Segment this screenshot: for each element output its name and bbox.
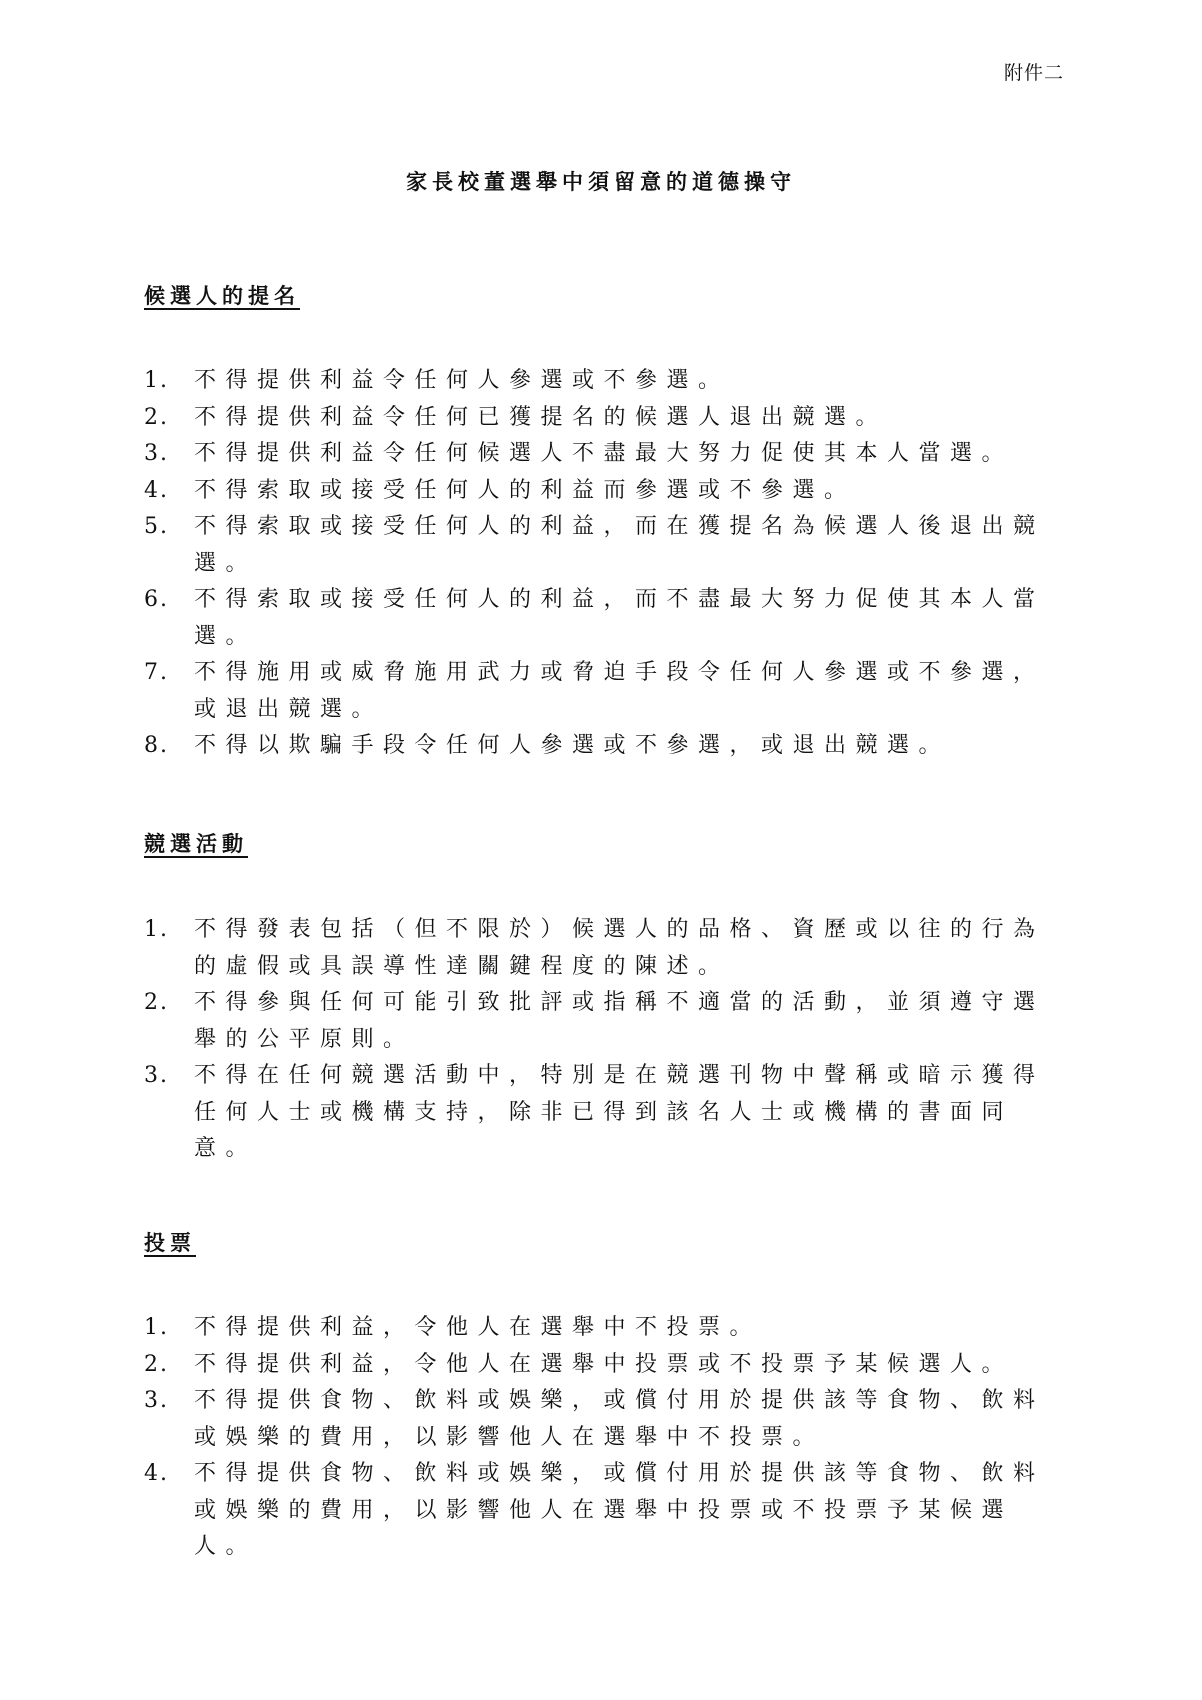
list-item bbox=[144, 509, 1064, 582]
item-number: 5. bbox=[144, 514, 169, 539]
item-text: 不得提供利益，令他人在選舉中不投票。 bbox=[194, 1315, 762, 1340]
list-item bbox=[144, 1058, 1064, 1168]
list-item bbox=[144, 1347, 1064, 1384]
voting-list bbox=[144, 1310, 1064, 1566]
item-text: 不得索取或接受任何人的利益，而不盡最大努力促使其本人當選。 bbox=[194, 587, 1045, 649]
list-item bbox=[144, 582, 1064, 655]
list-item bbox=[144, 912, 1064, 985]
item-number: 1. bbox=[144, 917, 169, 942]
item-text: 不得提供利益令任何人參選或不參選。 bbox=[194, 368, 730, 393]
list-item bbox=[144, 473, 1064, 510]
list-item bbox=[144, 985, 1064, 1058]
item-number: 2. bbox=[144, 404, 169, 430]
item-number: 1. bbox=[144, 368, 169, 393]
item-text: 不得參與任何可能引致批評或指稱不適當的活動，並須遵守選舉的公平原則。 bbox=[194, 990, 1045, 1052]
item-number: 3. bbox=[144, 1388, 169, 1413]
list-item bbox=[144, 363, 1064, 400]
item-text: 不得提供利益令任何候選人不盡最大努力促使其本人當選。 bbox=[194, 441, 1014, 466]
list-item bbox=[144, 1310, 1064, 1347]
list-item bbox=[144, 1456, 1064, 1566]
item-number: 4. bbox=[144, 477, 169, 503]
list-item bbox=[144, 400, 1064, 437]
item-text: 不得提供利益令任何已獲提名的候選人退出競選。 bbox=[194, 404, 888, 430]
item-text: 不得施用或威脅施用武力或脅迫手段令任何人參選或不參選，或退出競選。 bbox=[194, 660, 1045, 722]
item-text: 不得發表包括（但不限於）候選人的品格、資歷或以往的行為的虛假或具誤導性達關鍵程度的陳述。 bbox=[194, 917, 1045, 979]
item-text: 不得提供食物、飲料或娛樂，或償付用於提供該等食物、飲料或娛樂的費用，以影響他人在選舉中投票或不投票予某候選人。 bbox=[194, 1461, 1045, 1559]
item-number: 1. bbox=[144, 1315, 169, 1340]
section-heading-campaign: 競選活動 bbox=[144, 832, 248, 856]
item-number: 4. bbox=[144, 1461, 169, 1486]
item-number: 7. bbox=[144, 660, 169, 685]
list-item bbox=[144, 728, 1064, 765]
item-number: 3. bbox=[144, 1063, 169, 1088]
list-item bbox=[144, 436, 1064, 473]
section-heading-voting: 投票 bbox=[144, 1231, 196, 1255]
section-heading-nomination: 候選人的提名 bbox=[144, 284, 300, 308]
document-title: 家長校董選舉中須留意的道德操守 bbox=[406, 170, 796, 194]
item-number: 3. bbox=[144, 441, 169, 466]
item-text: 不得索取或接受任何人的利益，而在獲提名為候選人後退出競選。 bbox=[194, 514, 1045, 576]
annex-label: 附件二 bbox=[1003, 62, 1064, 84]
item-text: 不得提供食物、飲料或娛樂，或償付用於提供該等食物、飲料或娛樂的費用，以影響他人在選舉中不投票。 bbox=[194, 1388, 1045, 1450]
item-text: 不得提供利益，令他人在選舉中投票或不投票予某候選人。 bbox=[194, 1351, 1014, 1377]
item-text: 不得索取或接受任何人的利益而參選或不參選。 bbox=[194, 477, 856, 503]
item-number: 2. bbox=[144, 990, 169, 1015]
list-item bbox=[144, 1383, 1064, 1456]
item-number: 6. bbox=[144, 587, 169, 612]
item-number: 2. bbox=[144, 1351, 169, 1377]
nomination-list bbox=[144, 363, 1064, 765]
item-number: 8. bbox=[144, 733, 169, 758]
item-text: 不得以欺騙手段令任何人參選或不參選，或退出競選。 bbox=[194, 733, 951, 758]
campaign-list bbox=[144, 912, 1064, 1168]
list-item bbox=[144, 655, 1064, 728]
item-text: 不得在任何競選活動中，特別是在競選刊物中聲稱或暗示獲得任何人士或機構支持，除非已得到該名人士或機構的書面同意。 bbox=[194, 1063, 1045, 1161]
